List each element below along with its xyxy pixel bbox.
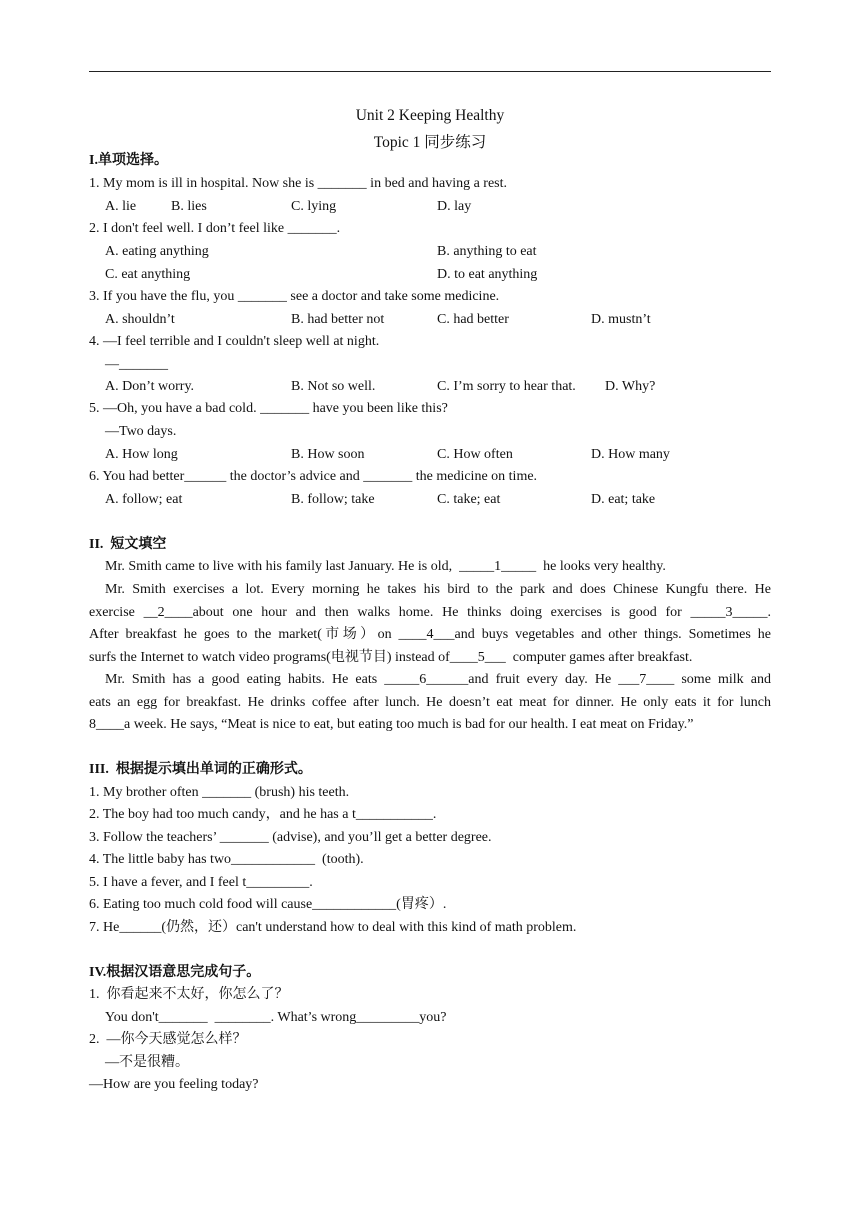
question-4-stem: 4. —I feel terrible and I couldn't sleep well at night. (89, 334, 380, 349)
translation-item-2-answer: —How are you feeling today? (89, 1077, 259, 1092)
question-6-option-c: C. take; eat (437, 492, 501, 507)
question-5-option-c: C. How often (437, 447, 513, 462)
translation-item-2-prompt: 2. —你今天感觉怎么样？ (89, 1032, 247, 1047)
question-3-option-c: C. had better (437, 312, 509, 327)
question-4-reply: —_______ (105, 357, 168, 372)
question-6-option-a: A. follow; eat (105, 492, 183, 507)
question-1-option-c: C. lying (291, 199, 337, 214)
word-form-item-7: 7. He______(仍然，还）can't understand how to deal with this kind of math problem. (89, 920, 577, 935)
question-4-option-b: B. Not so well. (291, 379, 376, 394)
word-form-item-4: 4. The little baby has two____________ (tooth). (89, 852, 364, 867)
question-1-option-a: A. lie (105, 199, 137, 214)
question-3-option-d: D. mustn’t (591, 312, 651, 327)
question-2-option-c: C. eat anything (105, 267, 191, 282)
question-5-option-a: A. How long (105, 447, 178, 462)
question-6-stem: 6. You had better______ the doctor’s advice and _______ the medicine on time. (89, 469, 538, 484)
worksheet-title: Unit 2 Keeping Healthy (355, 107, 505, 124)
question-3-option-b: B. had better not (291, 312, 385, 327)
passage-line-3: exercise __2____about one hour and then walks home. He thinks doing exercises is good for _____3_____. (89, 605, 771, 620)
question-6-option-b: B. follow; take (291, 492, 375, 507)
question-4-option-c: C. I’m sorry to hear that. (437, 379, 576, 394)
translation-item-1-prompt: 1. 你看起来不太好，你怎么了？ (89, 987, 289, 1002)
question-2-option-a: A. eating anything (105, 244, 209, 259)
passage-line-8: 8____a week. He says, “Meat is nice to eat, but eating too much is bad for our health. I eat meat on Friday.” (89, 717, 694, 732)
question-6-option-d: D. eat; take (591, 492, 656, 507)
worksheet-subtitle: Topic 1 同步练习 (373, 134, 487, 151)
passage-line-4: After breakfast he goes to the market(市场）on ____4___and buys vegetables and other things. Sometimes he (89, 627, 771, 642)
question-4-option-d: D. Why? (605, 379, 656, 394)
word-form-item-2: 2. The boy had too much candy，and he has a t___________. (89, 807, 437, 822)
question-2-option-b: B. anything to eat (437, 244, 537, 259)
passage-line-6: Mr. Smith has a good eating habits. He eats _____6______and fruit every day. He ___7____ some milk and (105, 672, 771, 687)
question-5-option-b: B. How soon (291, 447, 365, 462)
word-form-item-1: 1. My brother often _______ (brush) his teeth. (89, 785, 350, 800)
passage-line-2: Mr. Smith exercises a lot. Every morning he takes his bird to the park and does Chinese Kungfu there. He (105, 582, 771, 597)
question-2-option-d: D. to eat anything (437, 267, 538, 282)
question-4-option-a: A. Don’t worry. (105, 379, 195, 394)
question-5-stem: 5. —Oh, you have a bad cold. _______ have you been like this? (89, 401, 448, 416)
translation-item-1-answer: You don't_______ ________. What’s wrong_________you? (105, 1010, 447, 1025)
word-form-item-3: 3. Follow the teachers’ _______ (advise), and you’ll get a better degree. (89, 830, 492, 845)
passage-line-7: eats an egg for breakfast. He drinks coffee after lunch. He doesn’t eat meat for dinner. He only eats it for lunch (89, 695, 771, 710)
question-5-option-d: D. How many (591, 447, 670, 462)
question-1-option-d: D. lay (437, 199, 472, 214)
question-5-reply: —Two days. (105, 424, 177, 439)
translation-item-2-reply: —不是很糟。 (105, 1055, 189, 1070)
question-2-stem: 2. I don't feel well. I don’t feel like _______. (89, 221, 341, 236)
question-1-option-b: B. lies (171, 199, 207, 214)
question-1-stem: 1. My mom is ill in hospital. Now she is _______ in bed and having a rest. (89, 176, 508, 191)
passage-line-5: surfs the Internet to watch video programs(电视节目) instead of____5___ computer games after breakfast. (89, 650, 693, 665)
section-1-heading: I.单项选择。 (89, 153, 168, 168)
question-3-stem: 3. If you have the flu, you _______ see a doctor and take some medicine. (89, 289, 500, 304)
section-2-heading: II. 短文填空 (89, 537, 167, 552)
question-3-option-a: A. shouldn’t (105, 312, 175, 327)
word-form-item-6: 6. Eating too much cold food will cause____________(胃疼）. (89, 897, 447, 912)
header-rule (89, 71, 771, 72)
word-form-item-5: 5. I have a fever, and I feel t_________. (89, 875, 313, 890)
section-3-heading: III. 根据提示填出单词的正确形式。 (89, 762, 312, 777)
section-4-heading: IV.根据汉语意思完成句子。 (89, 965, 261, 980)
passage-line-1: Mr. Smith came to live with his family last January. He is old, _____1_____ he looks very healthy. (105, 559, 666, 574)
